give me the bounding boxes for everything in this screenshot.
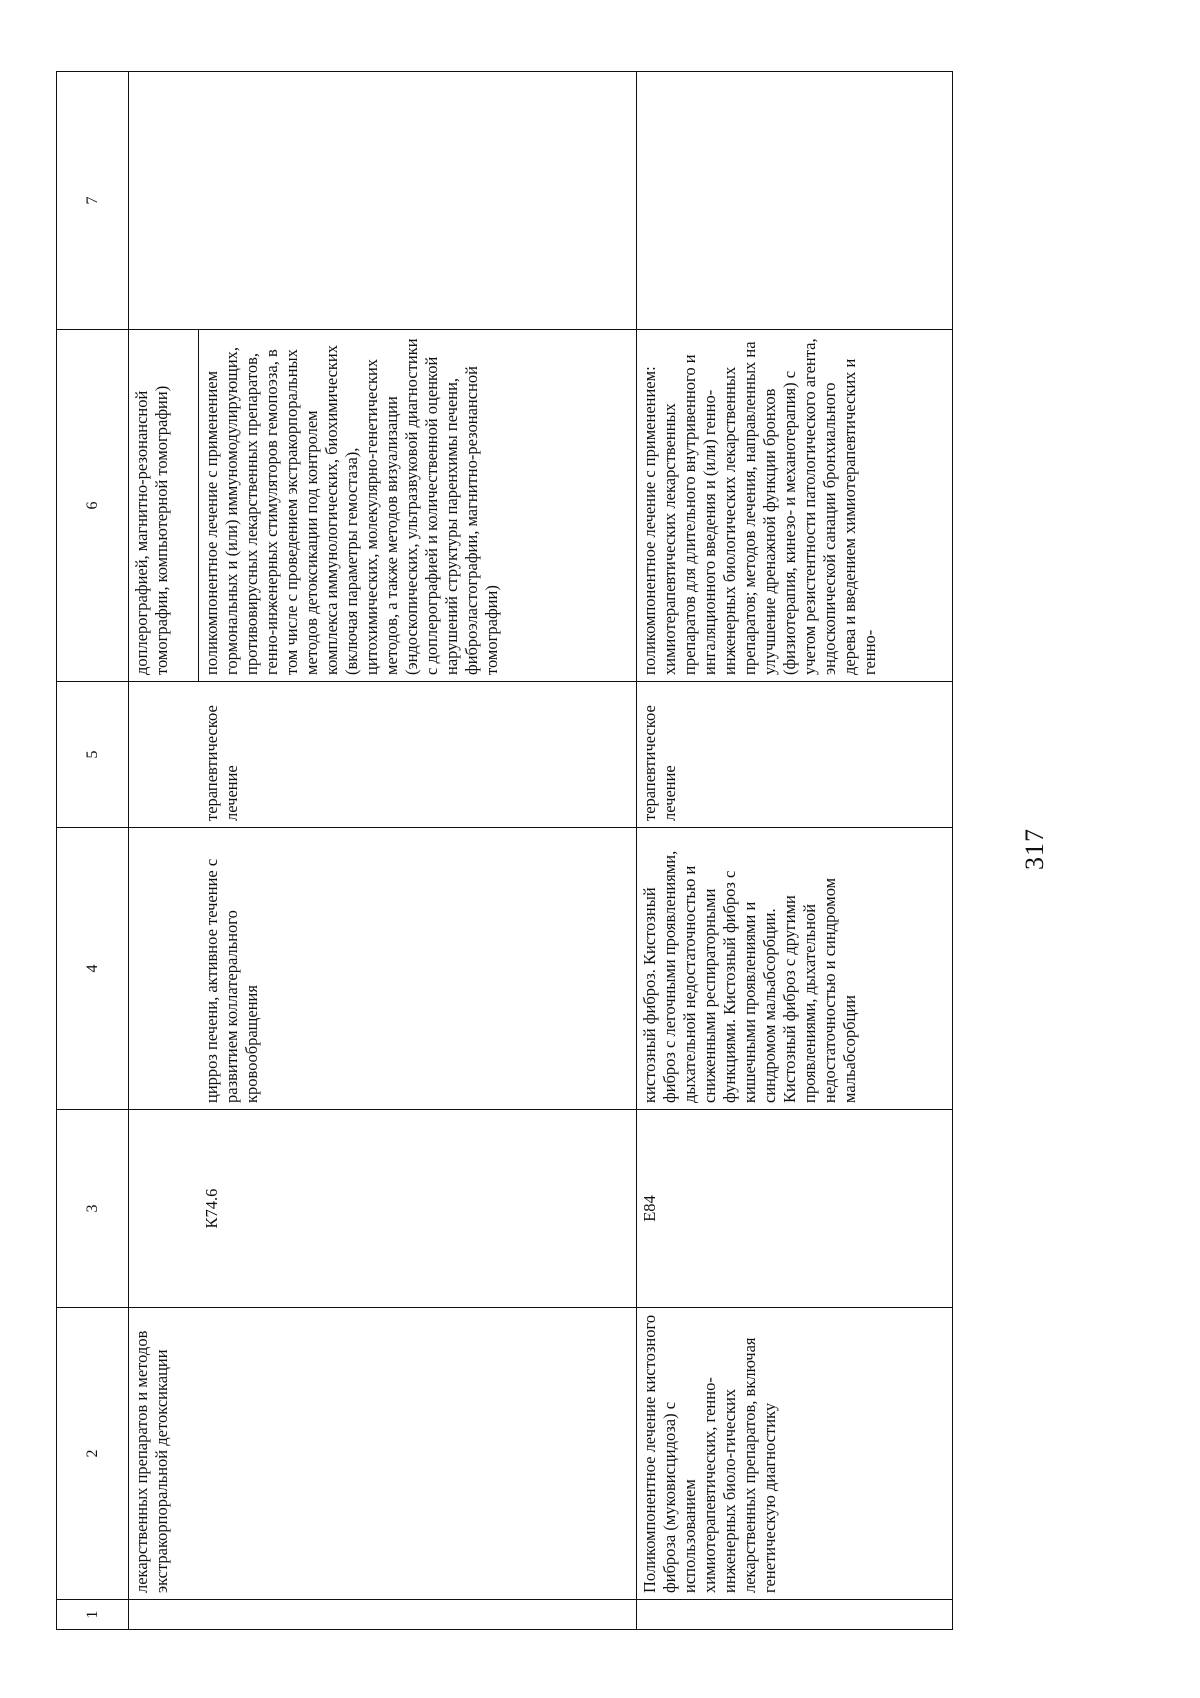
table-row	[129, 72, 199, 1630]
column-header-2: 2	[57, 1308, 129, 1600]
cell-icd-code: E84	[637, 1110, 953, 1308]
cell-treatment-category	[129, 682, 199, 828]
cell-treatment-method: доплерографией, магнитно-резонансной томографии, компьютерной томографии)	[129, 330, 199, 682]
cell-row-number	[129, 1600, 637, 1630]
cell-treatment-method: поликомпонентное лечение с применением: химиотерапевтических лекарственных препаратов для длительного внутривенного и ингаляционного введения и (или) генно-инженерных биологических лекарственных препаратов; методов лечения, направленных на улучшение дренажной функции бронхов (физиотерапия, кинезо- и механотерапия) с учетом резистентности патологического агента, эндоскопической санации бронхиального дерева и введением химиотерапевтических и генно-	[637, 330, 953, 682]
cell-norm	[637, 72, 953, 330]
cell-treatment-category: терапевтическое лечение	[637, 682, 953, 828]
column-header-4: 4	[57, 828, 129, 1110]
cell-row-number	[637, 1600, 953, 1630]
cell-treatment-category: терапевтическое лечение	[199, 682, 637, 828]
cell-icd-code	[129, 1110, 199, 1308]
table-header-row	[57, 72, 129, 1630]
cell-treatment-method: поликомпонентное лечение с применением гормональных и (или) иммуномодулирующих, противовирусных лекарственных препаратов, генно-инженерных стимуляторов гемопоэза, в том числе с проведением экстракорпоральных методов детоксикации под контролем комплекса иммунологических, биохимических (включая параметры гемостаза), цитохимических, молекулярно-генетических методов, а также методов визуализации (эндоскопических, ультразвуковой диагностики с доплерографией и количественной оценкой нарушений структуры паренхимы печени, фиброэластографии, магнитно-резонансной томографии)	[199, 330, 637, 682]
cell-treatment-type: лекарственных препаратов и методов экстракорпоральной детоксикации	[129, 1308, 637, 1600]
cell-icd-code: К74.6	[199, 1110, 637, 1308]
medical-care-table	[56, 71, 953, 1630]
cell-diagnosis: кистозный фиброз. Кистозный фиброз с легочными проявлениями, дыхательной недостаточностью и сниженными респираторными функциями. Кистозный фиброз с кишечными проявлениями и синдромом мальабсорбции. Кистозный фиброз с другими проявлениями, дыхательной недостаточностью и синдромом мальабсорбции	[637, 828, 953, 1110]
page-number: 317	[1020, 828, 1049, 870]
cell-diagnosis	[129, 828, 199, 1110]
column-header-5: 5	[57, 682, 129, 828]
cell-diagnosis: цирроз печени, активное течение с развитием коллатерального кровообращения	[199, 828, 637, 1110]
column-header-3: 3	[57, 1110, 129, 1308]
table-row	[637, 72, 953, 1630]
column-header-1: 1	[57, 1600, 129, 1630]
cell-treatment-type: Поликомпонентное лечение кистозного фиброза (муковисцидоза) с использованием химиотерапевтических, генно-инженерных биоло-гических лекарственных препаратов, включая генетическую диагностику	[637, 1308, 953, 1600]
cell-norm	[129, 72, 637, 330]
column-header-7: 7	[57, 72, 129, 330]
column-header-6: 6	[57, 330, 129, 682]
